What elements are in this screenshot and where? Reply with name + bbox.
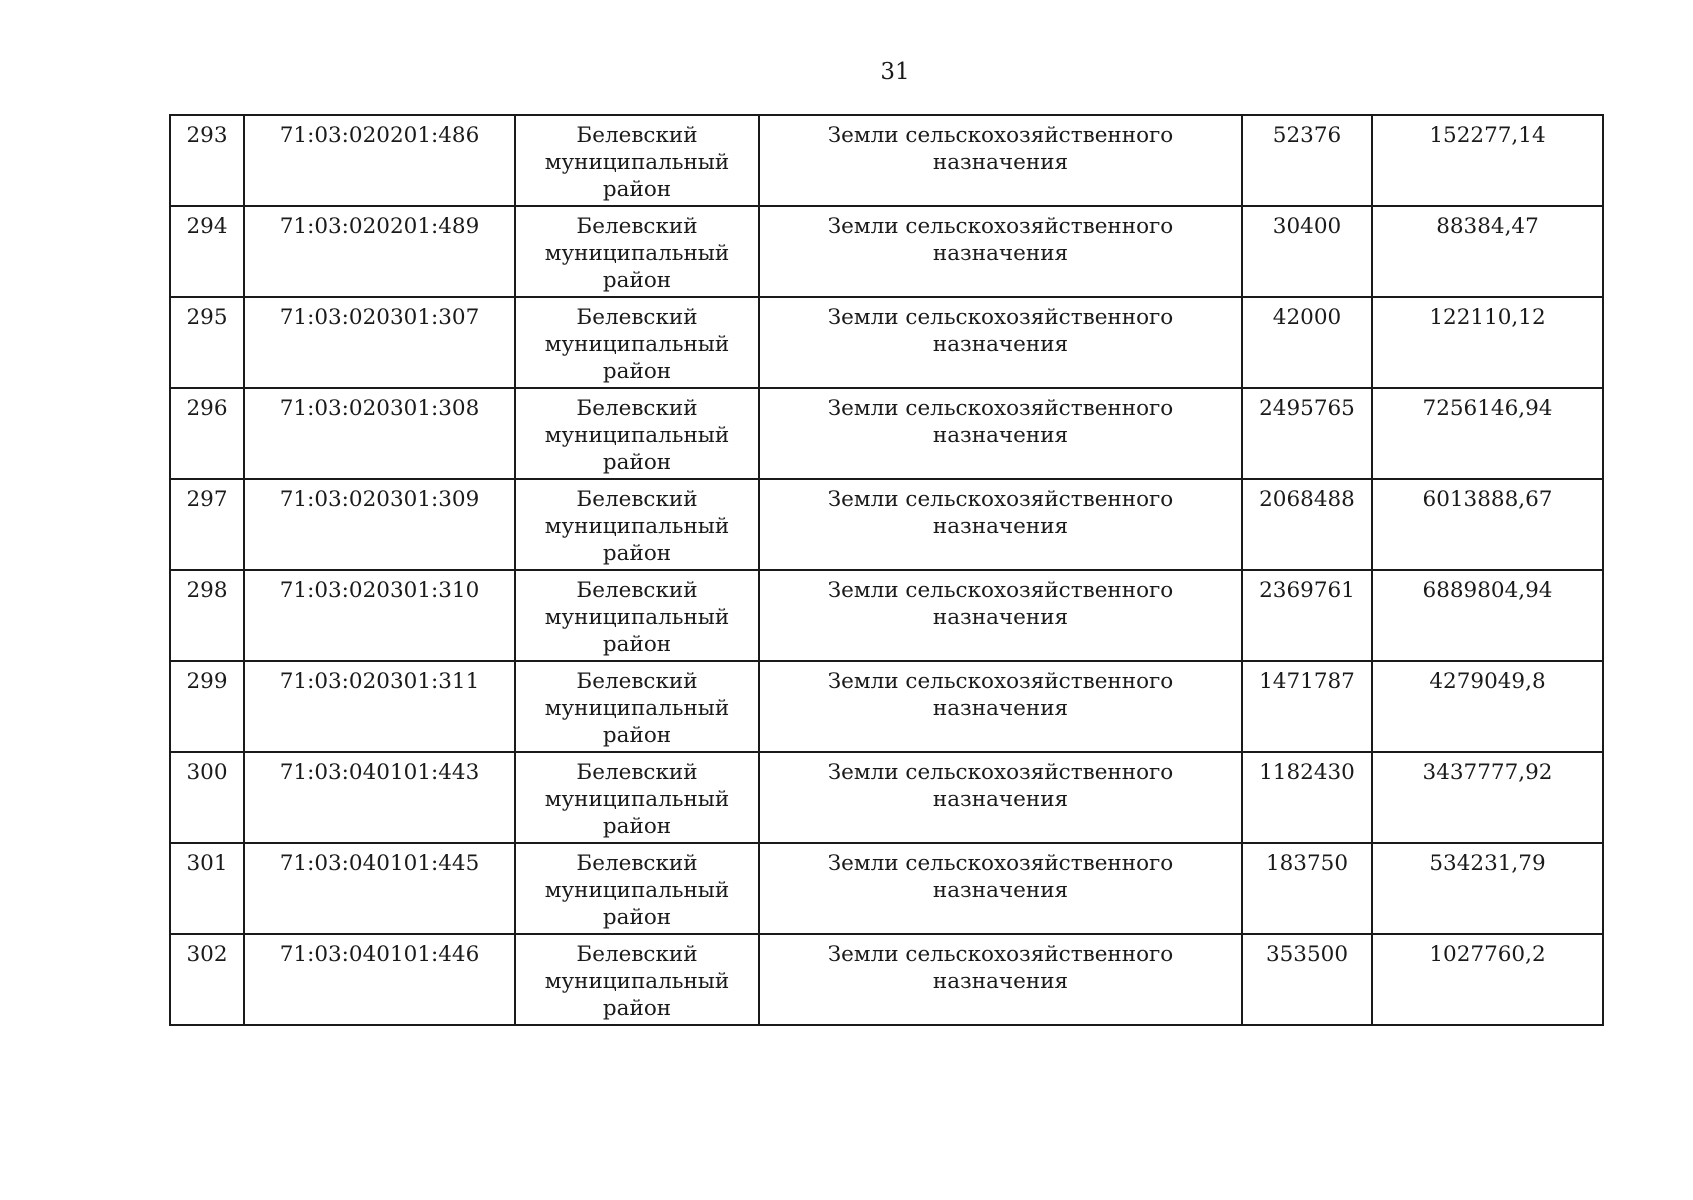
land-category: Земли сельскохозяйственного назначения bbox=[759, 661, 1242, 752]
cadastral-number: 71:03:020301:308 bbox=[244, 388, 515, 479]
row-number: 301 bbox=[170, 843, 244, 934]
cadastral-value: 1027760,2 bbox=[1372, 934, 1603, 1025]
area: 2068488 bbox=[1242, 479, 1372, 570]
land-category: Земли сельскохозяйственного назначения bbox=[759, 843, 1242, 934]
district: Белевский муниципальный район bbox=[515, 297, 759, 388]
area: 1182430 bbox=[1242, 752, 1372, 843]
area: 42000 bbox=[1242, 297, 1372, 388]
area: 1471787 bbox=[1242, 661, 1372, 752]
land-category: Земли сельскохозяйственного назначения bbox=[759, 479, 1242, 570]
page-number: 31 bbox=[880, 59, 910, 85]
cadastral-number: 71:03:020301:310 bbox=[244, 570, 515, 661]
cadastral-value: 152277,14 bbox=[1372, 115, 1603, 206]
area: 30400 bbox=[1242, 206, 1372, 297]
cadastral-number: 71:03:020301:311 bbox=[244, 661, 515, 752]
area: 2369761 bbox=[1242, 570, 1372, 661]
row-number: 294 bbox=[170, 206, 244, 297]
cadastral-number: 71:03:040101:445 bbox=[244, 843, 515, 934]
area: 2495765 bbox=[1242, 388, 1372, 479]
row-number: 302 bbox=[170, 934, 244, 1025]
table-row bbox=[170, 570, 1603, 661]
district: Белевский муниципальный район bbox=[515, 115, 759, 206]
land-category: Земли сельскохозяйственного назначения bbox=[759, 206, 1242, 297]
table-row bbox=[170, 752, 1603, 843]
district: Белевский муниципальный район bbox=[515, 934, 759, 1025]
table-row bbox=[170, 661, 1603, 752]
cadastral-number: 71:03:040101:446 bbox=[244, 934, 515, 1025]
table-row bbox=[170, 388, 1603, 479]
land-category: Земли сельскохозяйственного назначения bbox=[759, 752, 1242, 843]
row-number: 299 bbox=[170, 661, 244, 752]
row-number: 293 bbox=[170, 115, 244, 206]
cadastral-value: 4279049,8 bbox=[1372, 661, 1603, 752]
cadastral-value: 7256146,94 bbox=[1372, 388, 1603, 479]
table-row bbox=[170, 115, 1603, 206]
district: Белевский муниципальный район bbox=[515, 661, 759, 752]
area: 183750 bbox=[1242, 843, 1372, 934]
district: Белевский муниципальный район bbox=[515, 752, 759, 843]
row-number: 295 bbox=[170, 297, 244, 388]
land-category: Земли сельскохозяйственного назначения bbox=[759, 115, 1242, 206]
table-row bbox=[170, 843, 1603, 934]
area: 52376 bbox=[1242, 115, 1372, 206]
row-number: 300 bbox=[170, 752, 244, 843]
table-row bbox=[170, 479, 1603, 570]
district: Белевский муниципальный район bbox=[515, 479, 759, 570]
cadastral-value: 122110,12 bbox=[1372, 297, 1603, 388]
cadastral-number: 71:03:040101:443 bbox=[244, 752, 515, 843]
land-plots-table bbox=[169, 114, 1604, 1026]
district: Белевский муниципальный район bbox=[515, 388, 759, 479]
row-number: 298 bbox=[170, 570, 244, 661]
cadastral-number: 71:03:020201:489 bbox=[244, 206, 515, 297]
cadastral-value: 3437777,92 bbox=[1372, 752, 1603, 843]
row-number: 296 bbox=[170, 388, 244, 479]
cadastral-value: 88384,47 bbox=[1372, 206, 1603, 297]
district: Белевский муниципальный район bbox=[515, 843, 759, 934]
cadastral-number: 71:03:020201:486 bbox=[244, 115, 515, 206]
cadastral-value: 6889804,94 bbox=[1372, 570, 1603, 661]
cadastral-value: 534231,79 bbox=[1372, 843, 1603, 934]
table-row bbox=[170, 297, 1603, 388]
table-row bbox=[170, 934, 1603, 1025]
district: Белевский муниципальный район bbox=[515, 206, 759, 297]
land-category: Земли сельскохозяйственного назначения bbox=[759, 570, 1242, 661]
area: 353500 bbox=[1242, 934, 1372, 1025]
cadastral-number: 71:03:020301:309 bbox=[244, 479, 515, 570]
row-number: 297 bbox=[170, 479, 244, 570]
table-row bbox=[170, 206, 1603, 297]
district: Белевский муниципальный район bbox=[515, 570, 759, 661]
cadastral-number: 71:03:020301:307 bbox=[244, 297, 515, 388]
land-category: Земли сельскохозяйственного назначения bbox=[759, 388, 1242, 479]
land-category: Земли сельскохозяйственного назначения bbox=[759, 934, 1242, 1025]
cadastral-value: 6013888,67 bbox=[1372, 479, 1603, 570]
land-category: Земли сельскохозяйственного назначения bbox=[759, 297, 1242, 388]
